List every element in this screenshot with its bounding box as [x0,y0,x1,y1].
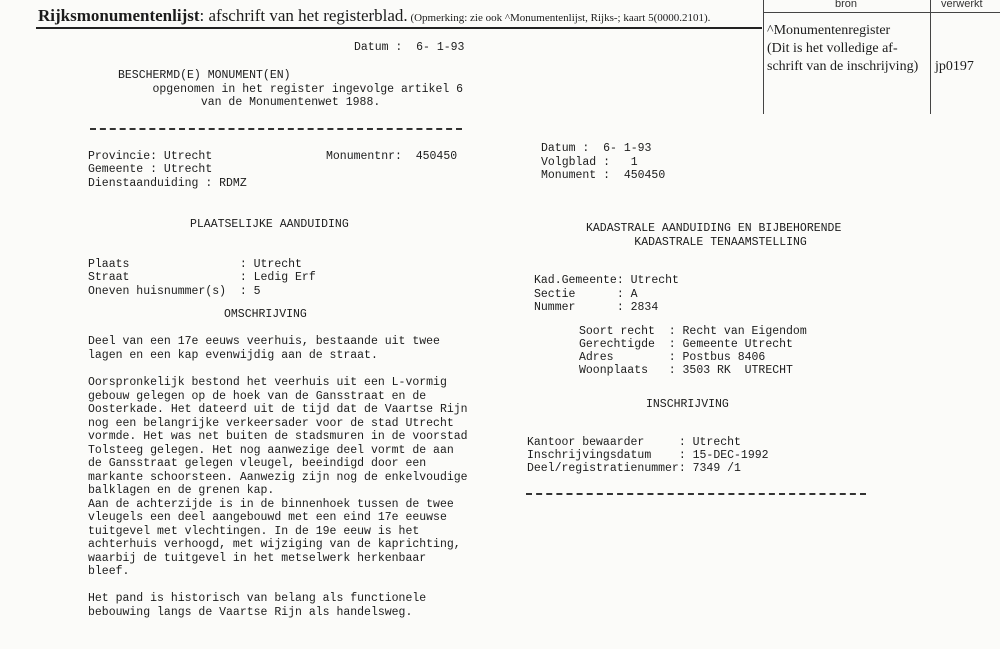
kadastrale-block: Kad.Gemeente: Utrecht Sectie : A Nummer : 2834 [534,274,679,314]
col-bron-label: bron [835,0,858,10]
description-para-3: Het pand is historisch van belang als functionele bebouwing langs de Vaartse Rijn als handelsweg. [88,592,427,619]
plaats: Plaats : Utrecht [88,258,302,271]
inschrijving-block: Kantoor bewaarder : Utrecht Inschrijvingsdatum : 15-DEC-1992 Deel/registratienummer: 7349 /1 [527,436,769,475]
kadastrale-heading: KADASTRALE AANDUIDING EN BIJBEHORENDE KADASTRALE TENAAMSTELLING [586,222,842,249]
left-dashed-rule [90,128,462,130]
header-rule [36,27,762,29]
description-para-2: Oorspronkelijk bestond het veerhuis uit een L-vormig gebouw gelegen op de hoek van de Gansstraat en de Oosterkade. Het dateerd uit de tijd dat de Vaartse Rijn nog een belangrijke verkeersader voor de stad Utrecht vormde. Het was net buiten de stadsmuren in de voorstad Tolsteeg gelegen. Het nog aanwezige deel vormt de aan de Gansstraat gelegen vleugel, beeindigd door een markante schoorsteen. Aanwezig zijn nog de enkelvoudige balklagen en de grenen kap. Aan de achterzijde is in de binnenhoek tussen de twee vleugels een deel aangebouwd met een eind 17e eeuwse tuitgevel met vlechtingen. In de 19e eeuw is het achterhuis verhoogd, met wijziging van de kaprichting, waarbij de tuitgevel in het metselwerk herkenbaar bleef. [88,376,468,578]
eigendom-block: Soort recht : Recht van Eigendom Gerechtigde : Gemeente Utrecht Adres : Postbus 8406 Woonplaats : 3503 RK UTRECHT [579,325,807,377]
title-note: (Opmerking: zie ook ^Monumentenlijst, Rijks-; kaart 5(0000.2101). [407,12,711,24]
title-bold: Rijksmonumentenlijst [38,6,200,25]
box-header-rule [763,12,1000,13]
huisnummer: Oneven huisnummer(s) : 5 [88,285,261,298]
straat: Straat : Ledig Erf [88,271,316,284]
left-datum: Datum : 6- 1-93 [354,41,465,54]
plaatselijke-heading: PLAATSELIJKE AANDUIDING [190,218,349,231]
gemeente: Gemeente : Utrecht [88,163,213,176]
title-rest: : afschrift van het registerblad. [199,6,408,25]
register-box [763,0,1000,114]
bron-text: ^Monumentenregister (Dit is het volledige af- schrift van de inschrijving) [767,23,919,74]
box-left-border [763,0,764,114]
monument-heading: BESCHERMD(E) MONUMENT(EN) opgenomen in het register ingevolge artikel 6 van de Monumentenwet 1988. [118,69,464,109]
dienstaanduiding: Dienstaanduiding : RDMZ [88,177,247,190]
right-datum-block: Datum : 6- 1-93 Volgblad : 1 Monument : 450450 [541,142,666,182]
omschrijving-heading: OMSCHRIJVING [224,308,307,321]
box-divider [930,0,931,114]
right-dashed-rule [526,493,866,495]
provincie: Provincie: Utrecht [88,150,213,163]
document-title [38,6,710,26]
monumentnr: Monumentnr: 450450 [326,150,458,163]
inschrijving-heading: INSCHRIJVING [646,398,729,411]
description-para-1: Deel van een 17e eeuws veerhuis, bestaande uit twee lagen en een kap evenwijdig aan de straat. [88,335,440,362]
col-verwerkt-label: verwerkt [941,0,983,10]
verwerkt-text: jp0197 [935,59,974,74]
